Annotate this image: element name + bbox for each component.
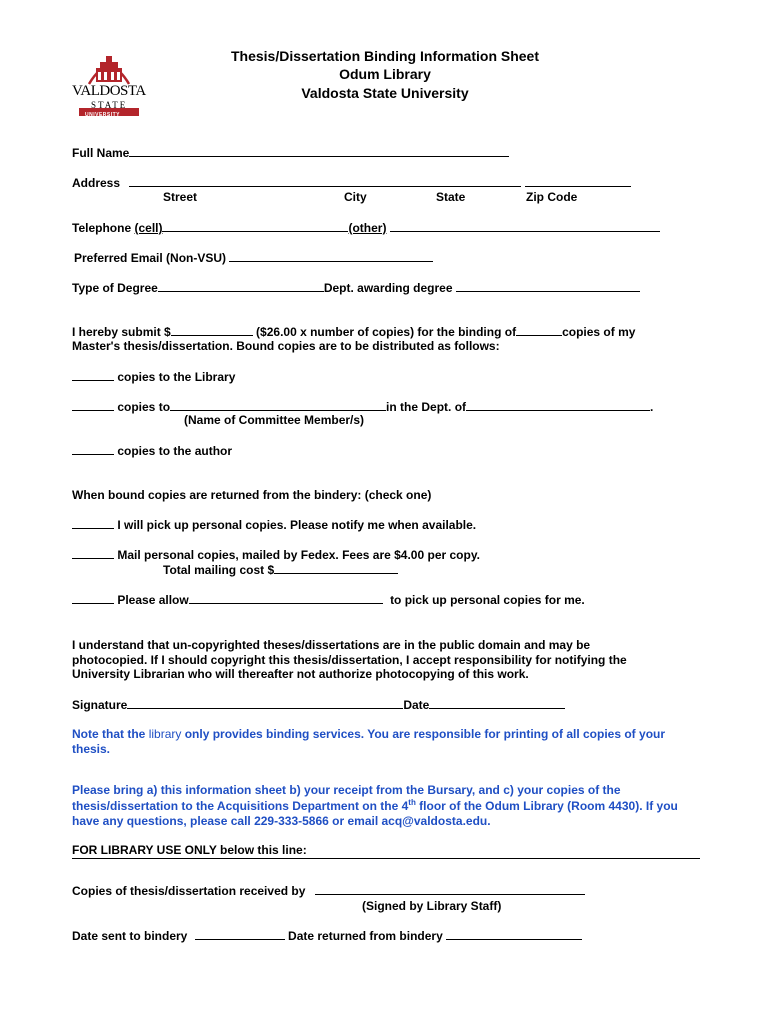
- in-dept-label: in the Dept. of: [386, 400, 467, 414]
- email-field[interactable]: [229, 250, 433, 262]
- mail-option-row: [72, 547, 480, 562]
- allow-checkbox[interactable]: [72, 592, 114, 604]
- degree-field[interactable]: [158, 280, 324, 292]
- signature-date-label: Date: [403, 698, 430, 712]
- page-title: Thesis/Dissertation Binding Information Sheet: [230, 48, 540, 64]
- logo-state: STATE: [91, 100, 128, 110]
- bring-superscript: th: [408, 797, 416, 807]
- binding-note: [72, 727, 680, 756]
- committee-caption: (Name of Committee Member/s): [184, 413, 365, 427]
- submit-text-3: copies of my: [562, 325, 636, 339]
- degree-row: [72, 280, 640, 295]
- pickup-label: I will pick up personal copies. Please notify me when available.: [117, 518, 477, 532]
- city-caption: City: [344, 190, 367, 204]
- mailing-cost-field[interactable]: [274, 562, 398, 574]
- received-by-field[interactable]: [315, 883, 585, 895]
- full-name-field[interactable]: [129, 145, 509, 157]
- submit-text-1: I hereby submit $: [72, 325, 171, 339]
- address-row: [72, 175, 631, 190]
- copies-count-field[interactable]: [516, 324, 562, 336]
- pickup-option-row: [72, 517, 476, 532]
- committee-copies-row: [72, 399, 653, 414]
- submit-line-2: Master's thesis/dissertation. Bound copies are to be distributed as follows:: [72, 339, 500, 353]
- full-name-label: Full Name: [72, 146, 130, 160]
- dept-label: Dept. awarding degree: [323, 281, 453, 295]
- committee-copies-field[interactable]: [72, 399, 114, 411]
- bring-instructions: [72, 783, 692, 830]
- telephone-row: [72, 220, 660, 235]
- returned-label: Date returned from bindery: [288, 929, 443, 943]
- copyright-statement: I understand that un-copyrighted theses/dissertations are in the public domain and may be photocopied. If I should copyright this thesis/dissertation, I accept responsibility for notifying the University Librarian who will thereafter not authorize photocopying of this work.: [72, 638, 627, 681]
- library-copies-row: [72, 369, 235, 384]
- sent-date-field[interactable]: [195, 928, 285, 940]
- other-label: (other): [348, 221, 387, 235]
- email-row: [74, 250, 433, 265]
- page-subtitle-library: Odum Library: [339, 66, 431, 82]
- allow-person-field[interactable]: [189, 592, 383, 604]
- received-label: Copies of thesis/dissertation received by: [72, 884, 306, 898]
- committee-member-field[interactable]: [170, 399, 386, 411]
- signed-caption: (Signed by Library Staff): [362, 899, 502, 913]
- submit-row: [72, 324, 635, 339]
- telephone-label: Telephone: [72, 221, 132, 235]
- university-logo: [72, 48, 146, 120]
- full-name-row: [72, 145, 509, 160]
- returned-date-field[interactable]: [446, 928, 582, 940]
- signature-row: [72, 697, 565, 712]
- period: .: [650, 400, 654, 414]
- logo-wordmark: VALDOSTA: [72, 83, 146, 99]
- email-label: Preferred Email (Non-VSU): [74, 251, 227, 265]
- bring-text-2: floor of the Odum Library (Room 4430). If you have any questions, please call 229-333-5866 or email acq@valdosta.edu.: [72, 798, 678, 828]
- mailing-cost-label: Total mailing cost $: [163, 563, 275, 577]
- address-field[interactable]: [129, 175, 521, 187]
- address-label: Address: [72, 176, 121, 190]
- note-library-word: library: [148, 727, 182, 741]
- library-use-divider: [72, 858, 700, 859]
- signature-label: Signature: [72, 698, 128, 712]
- cell-phone-field[interactable]: [162, 220, 348, 232]
- signature-date-field[interactable]: [429, 697, 565, 709]
- allow-option-row: [72, 592, 585, 607]
- mail-checkbox[interactable]: [72, 547, 114, 559]
- mail-label: Mail personal copies, mailed by Fedex. Fees are $4.00 per copy.: [117, 548, 480, 562]
- library-copies-field[interactable]: [72, 369, 114, 381]
- bindery-dates-row: [72, 928, 582, 943]
- committee-dept-field[interactable]: [466, 399, 650, 411]
- page-subtitle-university: Valdosta State University: [301, 85, 469, 101]
- author-copies-label: copies to the author: [117, 444, 233, 458]
- amount-field[interactable]: [171, 324, 253, 336]
- zip-caption: Zip Code: [526, 190, 578, 204]
- state-caption: State: [436, 190, 466, 204]
- pickup-checkbox[interactable]: [72, 517, 114, 529]
- other-phone-field[interactable]: [390, 220, 660, 232]
- logo-university: UNIVERSITY: [85, 112, 121, 118]
- degree-label: Type of Degree: [72, 281, 158, 295]
- bring-text-1: Please bring a) this information sheet b) your receipt from the Bursary, and c) your copies of the thesis/dissertation to the Acquisitions Department on the 4: [72, 783, 621, 813]
- mailing-cost-row: [163, 562, 398, 577]
- author-copies-field[interactable]: [72, 443, 114, 455]
- return-heading: When bound copies are returned from the bindery: (check one): [72, 488, 432, 502]
- signature-field[interactable]: [127, 697, 403, 709]
- street-caption: Street: [163, 190, 198, 204]
- library-copies-label: copies to the Library: [117, 370, 236, 384]
- copies-to-label: copies to: [117, 400, 171, 414]
- submit-text-2: ($26.00 x number of copies) for the binding of: [256, 325, 517, 339]
- received-row: [72, 883, 585, 898]
- author-copies-row: [72, 443, 232, 458]
- cell-label: (cell): [134, 221, 163, 235]
- zip-field[interactable]: [525, 175, 631, 187]
- allow-label: Please allow: [117, 593, 189, 607]
- dept-field[interactable]: [456, 280, 640, 292]
- allow-label-2: to pick up personal copies for me.: [390, 593, 585, 607]
- note-text-1: Note that the: [72, 727, 146, 741]
- sent-label: Date sent to bindery: [72, 929, 188, 943]
- note-text-2: only provides binding services. You are responsible for printing of all copies of your thesis.: [72, 727, 666, 756]
- library-use-heading: FOR LIBRARY USE ONLY below this line:: [72, 843, 307, 857]
